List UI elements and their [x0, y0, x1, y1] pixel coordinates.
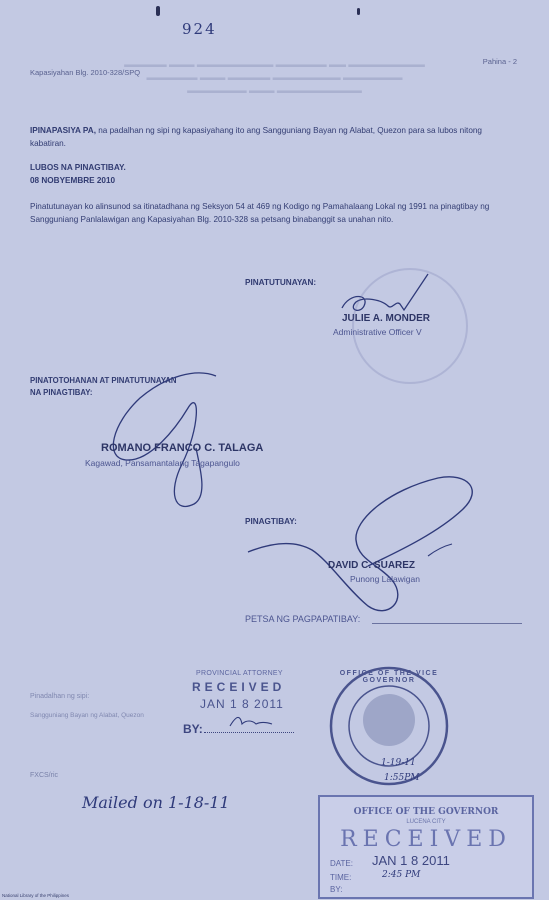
show-through-text: ▬▬▬▬▬ ▬▬▬ ▬▬▬▬▬▬▬▬▬ ▬▬▬▬▬▬ ▬▬ ▬▬▬▬▬▬▬▬▬ ▬▬▬▬▬▬ ▬▬▬ ▬▬▬▬▬ ▬▬▬▬▬▬▬▬ ▬▬▬▬▬▬▬ ▬▬▬▬▬▬▬ ▬▬▬ ▬▬▬▬▬▬▬▬▬▬	[124, 59, 425, 95]
approval-label: PINAGTIBAY:	[245, 517, 297, 526]
attorney-stamp-word: RECEIVED	[192, 680, 286, 694]
governor-stamp-time: 2:45 PM	[382, 870, 421, 880]
certified-title: Kagawad, Pansamantalang Tagapangulo	[85, 458, 240, 468]
approval-signature	[238, 470, 488, 620]
attorney-stamp-date: JAN 1 8 2011	[200, 697, 284, 711]
page-number-mark: 924	[182, 20, 217, 38]
certified-label-line2: NA PINAGTIBAY:	[30, 388, 93, 397]
certified-label-line1: PINATOTOHANAN AT PINATUTUNAYAN	[30, 376, 177, 385]
approval-date-label: PETSA NG PAGPAPATIBAY:	[245, 614, 361, 624]
ink-mark	[156, 6, 160, 16]
initials: FXCS/ric	[30, 772, 58, 779]
governor-stamp-city: LUCENA CITY	[406, 819, 446, 825]
approved-line: LUBOS NA PINAGTIBAY.	[30, 163, 126, 172]
mailed-note: Mailed on 1-18-11	[82, 793, 230, 812]
attest-name: JULIE A. MONDER	[342, 313, 430, 324]
page-label: Pahina - 2	[482, 57, 517, 66]
approved-date: 08 NOBYEMBRE 2010	[30, 176, 116, 185]
faint-seal	[352, 268, 468, 384]
approval-date-line	[372, 623, 522, 624]
attorney-stamp-by-line	[204, 732, 294, 733]
resolve-text: na padalhan ng sipi ng kapasiyahang ito ang Sangguniang Bayan ng Alabat, Quezon para sa lubos nitong kabatiran.	[30, 126, 482, 148]
vice-governor-handwritten-time: 1:55PM	[384, 773, 420, 783]
approval-name: DAVID C. SUAREZ	[328, 560, 416, 571]
governor-stamp-date: JAN 1 8 2011	[372, 853, 450, 868]
governor-stamp-office: OFFICE OF THE GOVERNOR	[353, 807, 499, 817]
document-reference: Kapasiyahan Blg. 2010-328/SPQ	[30, 68, 141, 77]
certified-name: ROMANO FRANCO C. TALAGA	[101, 442, 264, 454]
governor-stamp-date-label: DATE:	[330, 859, 353, 868]
furnished-to: Sangguniang Bayan ng Alabat, Quezon	[30, 712, 144, 719]
ink-mark	[357, 8, 360, 15]
approval-title: Punong Lalawigan	[350, 574, 420, 584]
attorney-stamp-office: PROVINCIAL ATTORNEY	[196, 670, 283, 677]
governor-stamp-by-label: BY:	[330, 885, 343, 894]
resolution-paragraph	[30, 124, 520, 150]
attorney-stamp-by-label: BY:	[183, 722, 203, 736]
governor-stamp-time-label: TIME:	[330, 873, 352, 882]
governor-received-stamp	[318, 795, 534, 899]
attest-title: Administrative Officer V	[333, 327, 422, 337]
bottom-strip-text: National Library of the Philippines	[2, 893, 70, 898]
attorney-stamp-initials	[226, 710, 276, 732]
vice-governor-ring-text: OFFICE OF THE VICE GOVERNOR	[339, 670, 439, 684]
furnished-label: Pinadalhan ng sipi:	[30, 693, 90, 700]
vice-governor-handwritten-date: 1-19-11	[381, 758, 416, 768]
certification-paragraph: Pinatutunayan ko alinsunod sa itinatadhana ng Seksyon 54 at 469 ng Kodigo ng Pamahalaang Lokal ng 1991 na pinagtibay ng Sangguniang Panlalawigan ang Kapasiyahan Blg. 2010-328 sa petsang binabanggit sa unahan nito.	[30, 202, 490, 224]
governor-stamp-word: RECEIVED	[340, 827, 512, 852]
resolve-lead: IPINAPASIYA PA,	[30, 126, 96, 135]
attest-label: PINATUTUNAYAN:	[245, 278, 317, 287]
